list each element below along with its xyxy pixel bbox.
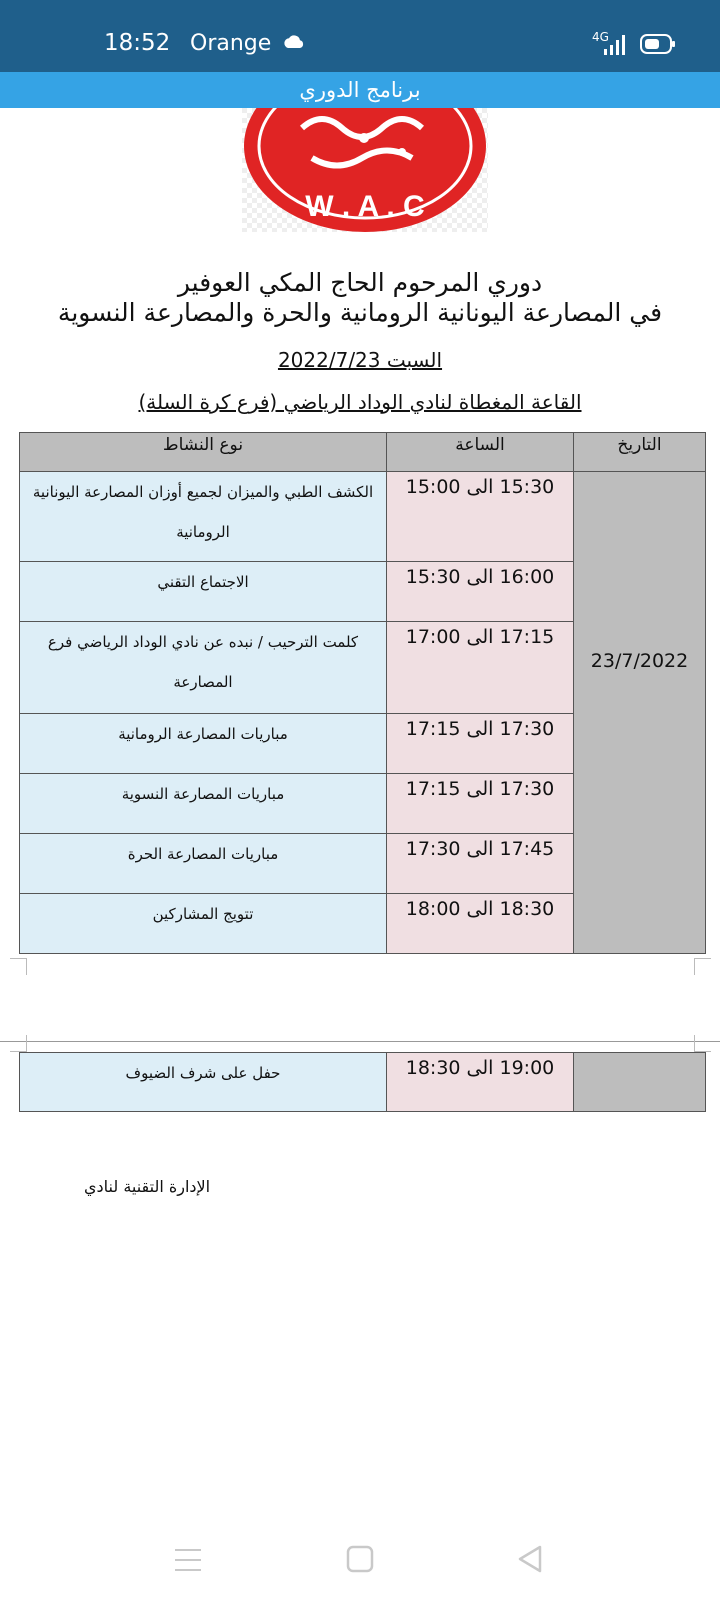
document-title-line-2: في المصارعة اليونانية الرومانية والحرة والمصارعة النسوية [57,298,663,327]
table-row-activity: الاجتماع التقني [20,562,387,622]
event-date-line [0,348,720,372]
page-break-line [0,1041,720,1042]
table-row-activity: مباريات المصارعة الحرة [20,834,387,894]
venue-line [0,390,720,414]
navigation-bar [0,1530,720,1600]
cloud-icon [283,34,305,54]
date-cell-empty [574,1053,705,1111]
table-row-activity: حفل على شرف الضيوف [20,1053,387,1111]
table-row-time: 17:30 الى 17:15 [387,774,574,834]
menu-icon[interactable] [174,1547,202,1577]
schedule-table [19,432,706,954]
table-row-time: 17:15 الى 17:00 [387,622,574,714]
battery-icon [640,34,676,58]
table-row-time: 18:30 الى 18:00 [387,894,574,953]
table-row-activity: الكشف الطبي والميزان لجميع أوزان المصارعة اليونانية الرومانية [20,472,387,562]
app-title: برنامج الدوري [299,78,421,102]
header-activity: نوع النشاط [20,433,387,472]
header-time: الساعة [387,433,574,472]
event-date: السبت 2022/7/23 [277,348,443,372]
table-row-time: 17:30 الى 17:15 [387,714,574,774]
status-bar [0,0,720,72]
signal-icon [604,35,626,59]
table-row-activity: مباريات المصارعة الرومانية [20,714,387,774]
table-row-activity: كلمت الترحيب / نبده عن نادي الوداد الرياضي فرع المصارعة [20,622,387,714]
app-bar [0,72,720,108]
table-row-time: 17:45 الى 17:30 [387,834,574,894]
table-row-activity: تتويج المشاركين [20,894,387,953]
header-date: التاريخ [574,433,705,472]
table-row-time: 15:30 الى 15:00 [387,472,574,562]
table-row-time: 16:00 الى 15:30 [387,562,574,622]
status-time: 18:52 [104,30,171,56]
schedule-table-continued [19,1052,706,1112]
date-cell: 23/7/2022 [574,472,705,953]
wydad-logo [242,108,488,232]
back-icon[interactable] [516,1544,544,1578]
page-corner-mark [694,1035,711,1052]
page-corner-mark [10,958,27,975]
network-type: 4G [592,30,609,44]
document-title-line-1: دوري المرحوم الحاج المكي العوفير [177,268,543,297]
page-corner-mark [694,958,711,975]
status-carrier: Orange [190,31,272,56]
page-corner-mark [10,1035,27,1052]
venue: القاعة المغطاة لنادي الوداد الرياضي (فرع كرة السلة) [138,390,582,414]
svg-text:W . A . C: W . A . C [305,190,425,223]
signature-text: الإدارة التقنية لنادي [84,1177,211,1196]
table-row-time: 19:00 الى 18:30 [387,1053,574,1111]
table-row-activity: مباريات المصارعة النسوية [20,774,387,834]
home-icon[interactable] [346,1545,374,1577]
